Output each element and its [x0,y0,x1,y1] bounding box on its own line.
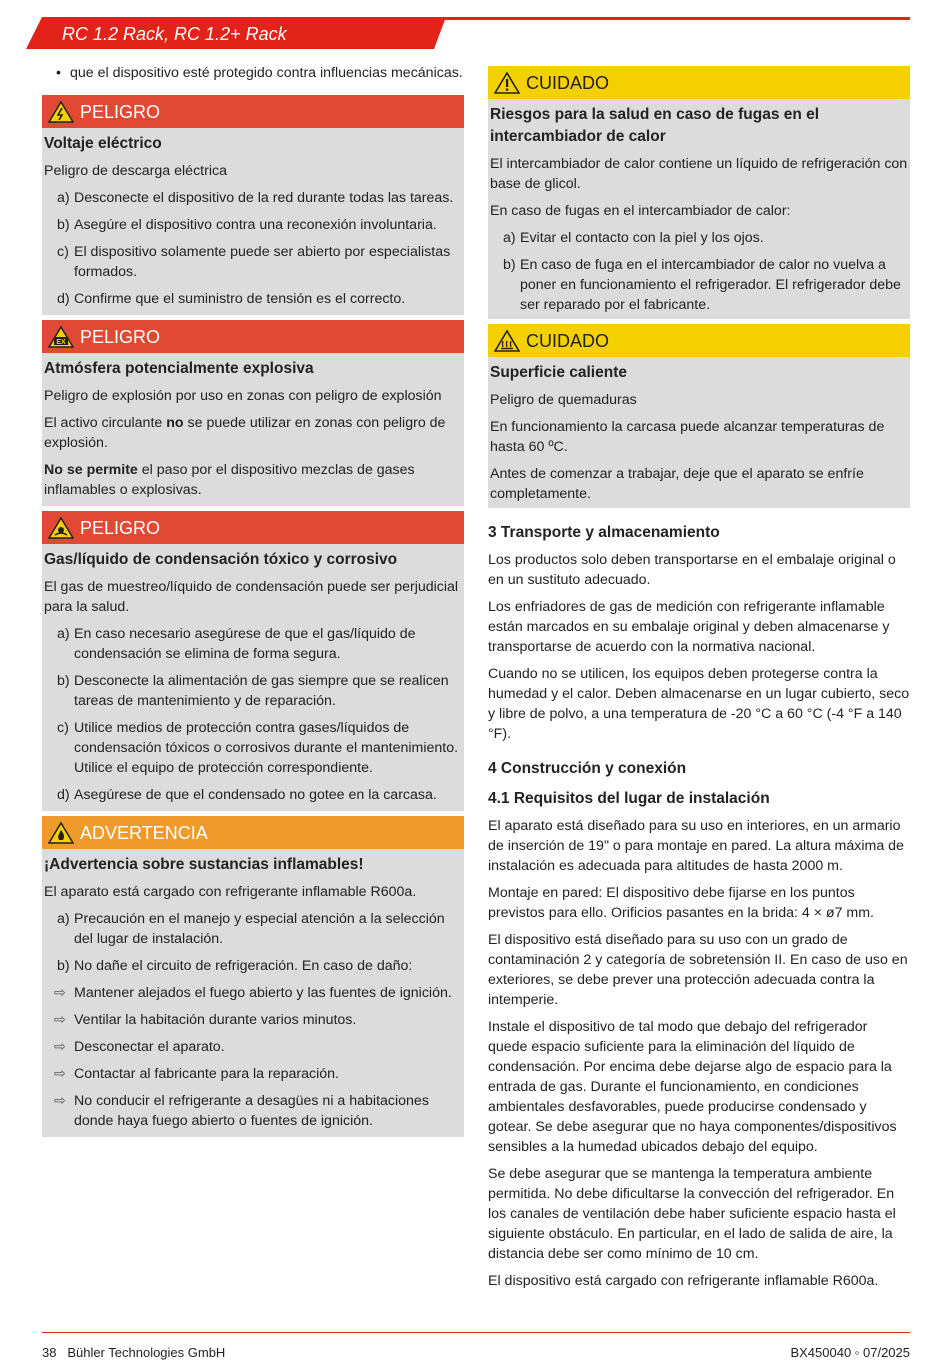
action-item: ⇨ No conducir el refrigerante a desagües ni a habitaciones donde haya fuego abierto o fuentes de ignición. [54,1093,429,1129]
box-intro: El aparato está cargado con refrigerante inflamable R600a. [44,884,417,900]
flammable-icon [48,821,74,845]
danger-header [42,320,464,353]
paragraph: Se debe asegurar que se mantenga la temperatura ambiente permitida. No debe dificultarse la convección del refrigerador. En los canales de ventilación debe haber suficiente espacio hasta el siguiente obstáculo. En particular, en el lado de salida de aire, la distancia debe ser como mínimo de 10 cm. [488,1166,896,1262]
warning-box-flammable [42,816,464,1137]
paragraph: El dispositivo está cargado con refrigerante inflamable R600a. [488,1273,879,1289]
action-item: ⇨ Contactar al fabricante para la reparación. [54,1066,339,1082]
electric-shock-icon [48,100,74,124]
header-rule [436,17,910,20]
paragraph: Montaje en pared: El dispositivo debe fijarse en los puntos previstos para ello. Orificios pasantes en la brida: 4 × ø7 mm. [488,885,874,921]
subsection-heading: 4.1 Requisitos del lugar de instalación [488,790,770,807]
signal-word: ADVERTENCIA [80,822,208,843]
company-name: Bühler Technologies GmbH [67,1345,226,1360]
bullet-item: • que el dispositivo esté protegido contra influencias mecánicas. [42,63,464,83]
arrow-icon: ⇨ [54,985,66,1001]
list-item: b) Desconecte la alimentación de gas siempre que se realicen tareas de mantenimiento y de reparación. [57,673,449,709]
box-title: Atmósfera potencialmente explosiva [44,360,314,377]
list-item: a) Evitar el contacto con la piel y los ojos. [503,230,764,246]
arrow-icon: ⇨ [54,1093,66,1109]
paragraph: Peligro de explosión por uso en zonas con peligro de explosión [44,388,442,404]
right-column [488,66,910,1298]
page-number: 38 [42,1345,57,1360]
list-item: c) El dispositivo solamente puede ser abierto por especialistas formados. [57,244,451,280]
paragraph: Los enfriadores de gas de medición con refrigerante inflamable están marcados en su embalaje original y deben almacenarse y transportarse de acuerdo con la normativa nacional. [488,599,890,655]
section-heading: 3 Transporte y almacenamiento [488,524,720,541]
box-title: Voltaje eléctrico [44,135,162,152]
list-item: c) Utilice medios de protección contra gases/líquidos de condensación tóxicos o corrosivos durante el mantenimiento. Utilice el equipo de protección correspondiente. [57,720,459,776]
paragraph: El aparato está diseñado para su uso en interiores, en un armario de inserción de 19" o para montaje en pared. La altura máxima de instalación es adecuada para altitudes de hasta 2000 m. [488,818,904,874]
danger-box-explosive [42,320,464,506]
caution-box-heat-exchanger [488,66,910,319]
list-item: a) Desconecte el dispositivo de la red durante todas las tareas. [57,190,454,206]
danger-header [42,511,464,544]
action-item: ⇨ Mantener alejados el fuego abierto y las fuentes de ignición. [54,985,452,1001]
paragraph: El activo circulante no se puede utilizar en zonas con peligro de explosión. [44,415,446,451]
list-item: b) Asegúre el dispositivo contra una reconexión involuntaria. [57,217,437,233]
signal-word: PELIGRO [80,517,161,538]
explosive-atmosphere-icon [48,325,74,349]
arrow-icon: ⇨ [54,1012,66,1028]
danger-box-toxic [42,511,464,811]
paragraph: El intercambiador de calor contiene un líquido de refrigeración con base de glicol. [490,156,908,192]
paragraph: Cuando no se utilicen, los equipos deben protegerse contra la humedad y el calor. Deben almacenarse en un lugar cubierto, seco y libre de polvo, a una temperatura de -20 °C a 60 °C (-4 °F a 140 °F). [488,666,910,742]
list-item: d) Asegúrese de que el condensado no gotee en la carcasa. [57,787,437,803]
signal-word: CUIDADO [526,72,610,93]
document-id: BX450040 ◦ 07/2025 [790,1345,910,1360]
action-item: ⇨ Desconectar el aparato. [54,1039,225,1055]
list-item: b) No dañe el circuito de refrigeración. En caso de daño: [57,958,413,974]
footer-left [42,1343,225,1363]
list-item: a) Precaución en el manejo y especial atención a la selección del lugar de instalación. [57,911,445,947]
caution-box-hot-surface [488,324,910,508]
list-item: d) Confirme que el suministro de tensión es el correcto. [57,291,406,307]
left-column [42,63,464,1142]
signal-word: PELIGRO [80,326,161,347]
paragraph: No se permite el paso por el dispositivo mezclas de gases inflamables o explosivas. [44,462,415,498]
caution-header [488,66,910,99]
list-item: a) En caso necesario asegúrese de que el gas/líquido de condensación se elimina de forma segura. [57,626,416,662]
action-item: ⇨ Ventilar la habitación durante varios minutos. [54,1012,357,1028]
box-title: ¡Advertencia sobre sustancias inflamables! [44,856,364,873]
caution-header [488,324,910,357]
paragraph: En caso de fugas en el intercambiador de calor: [490,203,791,219]
paragraph: Antes de comenzar a trabajar, deje que el aparato se enfríe completamente. [490,466,864,502]
svg-text:EX: EX [56,338,66,346]
warning-triangle-icon [494,71,520,95]
footer-rule [42,1332,910,1333]
paragraph: Peligro de quemaduras [490,392,637,408]
arrow-icon: ⇨ [54,1066,66,1082]
box-intro: Peligro de descarga eléctrica [44,163,227,179]
box-title: Gas/líquido de condensación tóxico y corrosivo [44,551,398,568]
header-band [26,17,910,49]
box-title: Superficie caliente [490,364,627,381]
header-title: RC 1.2 Rack, RC 1.2+ Rack [62,24,287,44]
signal-word: CUIDADO [526,330,610,351]
danger-box-voltage [42,95,464,315]
paragraph: En funcionamiento la carcasa puede alcanzar temperaturas de hasta 60 ºC. [490,419,885,455]
warning-header [42,816,464,849]
signal-word: PELIGRO [80,101,161,122]
arrow-icon: ⇨ [54,1039,66,1055]
section-heading: 4 Construcción y conexión [488,760,687,777]
hot-surface-icon [494,329,520,353]
box-intro: El gas de muestreo/líquido de condensación puede ser perjudicial para la salud. [44,579,459,615]
paragraph: Instale el dispositivo de tal modo que debajo del refrigerador quede espacio suficiente para la eliminación del líquido de condensación. Por encima debe dejarse algo de espacio para la entrada de gas. Durante el funcionamiento, en condiciones ambientales desfavorables, puede producirse condensado y gotear. Se debe asegurar que no haya componentes/dispositivos sensibles a la humedad ubicados debajo del equipo. [488,1019,897,1155]
paragraph: Los productos solo deben transportarse en el embalaje original o en un sustituto adecuado. [488,552,896,588]
box-title: Riesgos para la salud en caso de fugas en el intercambiador de calor [490,106,820,145]
toxic-corrosive-icon [48,516,74,540]
danger-header [42,95,464,128]
paragraph: El dispositivo está diseñado para su uso con un grado de contaminación 2 y categoría de sobretensión II. En caso de uso en exteriores, se debe prever una protección adecuada contra la intemperie. [488,932,908,1008]
list-item: b) En caso de fuga en el intercambiador de calor no vuelva a poner en funcionamiento el refrigerador. El refrigerador debe ser reparado por el fabricante. [503,257,901,313]
